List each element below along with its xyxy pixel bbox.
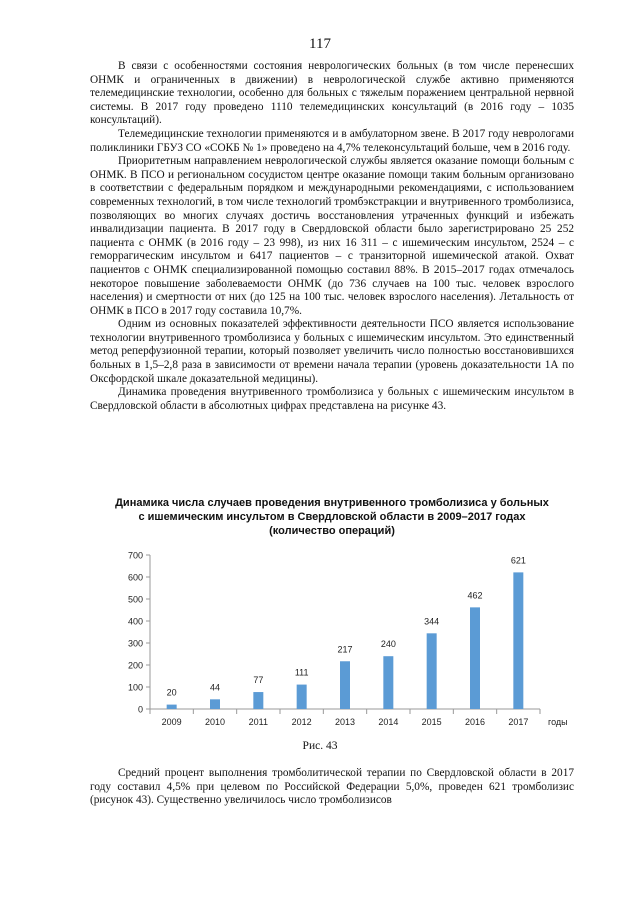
x-tick-label: 2013 (334, 717, 356, 727)
x-tick-label: 2012 (291, 717, 312, 727)
bar (427, 633, 437, 709)
y-tick-label: 700 (127, 550, 143, 561)
body-text-bottom (90, 767, 574, 808)
x-tick-label: 2016 (464, 717, 486, 727)
paragraph: Приоритетным направлением неврологической службы является оказание помощи больным с ОНМК. В ПСО и региональном сосудистом центре оказание помощи таким больным организовано в соответствии с федеральным порядком и международными рекомендациями, с использованием современных технологий, в том числе технологий тромбэкстракции и внутривенного тромболизиса, позволяющих во многих случаях достичь восстановления утраченных функций и избежать инвалидизации пациента. В 2017 году в Свердловской области было зарегистрировано 25 252 пациента с ОНМК (в 2016 году – 23 998), из них 16 311 – с ишемическим инсультом, 2524 – с геморрагическим инсультом и 6417 пациентов – с транзиторной ишемической атакой. Охват пациентов с ОНМК специализированной помощью составил 88%. В 2015–2017 годах отмечалось некоторое повышение заболеваемости ОНМК (до 736 случаев на 100 тыс. человек взрослого населения) и смертности от них (до 125 на 100 тыс. человек взрослого населения). Летальность от ОНМК в ПСО в 2017 году составила 10,7%. (90, 155, 574, 317)
bar (167, 705, 177, 709)
data-label: 217 (337, 644, 353, 655)
body-text-top (90, 60, 574, 413)
data-label: 344 (424, 616, 440, 627)
paragraph: Средний процент выполнения тромболитической терапии по Свердловской области в 2017 году составил 4,5% при целевом по Российской Федерации 5,0%, проведен 621 тромболизис (рисунок 43). Существенно увеличилось число тромболизисов (90, 767, 574, 807)
data-label: 77 (253, 675, 264, 686)
chart-title (90, 496, 574, 538)
paragraph: В связи с особенностями состояния неврологических больных (в том числе перенесших ОНМК и ограниченных в движении) в неврологической службе активно применяются телемедицинские технологии, особенно для больных с тяжелым поражением центральной нервной системы. В 2017 году проведено 1110 телемедицинских консультаций (в 2016 году – 1035 консультаций). (90, 60, 574, 127)
y-tick-label: 200 (127, 660, 143, 671)
bar (340, 661, 350, 709)
y-tick-label: 400 (127, 616, 143, 627)
page-number: 117 (309, 36, 331, 52)
x-tick-label: 2015 (421, 717, 442, 727)
bar (470, 607, 480, 709)
paragraph: Динамика проведения внутривенного тромболизиса у больных с ишемическим инсультом в Свердловской области в абсолютных цифрах представлена на рисунке 43. (90, 386, 574, 412)
y-tick-label: 300 (127, 638, 143, 649)
paragraph: Телемедицинские технологии применяются и в амбулаторном звене. В 2017 году неврологами поликлиники ГБУЗ СО «СОКБ № 1» проведено на 4,7% телеконсультаций больше, чем в 2016 году. (90, 127, 574, 154)
chart-title-line: с ишемическим инсультом в Свердловской области в 2009–2017 годах (138, 511, 526, 523)
paragraph: Одним из основных показателей эффективности деятельности ПСО является использование технологии внутривенного тромболизиса у больных с ишемическим инсультом. Это единственный метод реперфузионной терапии, который позволяет увеличить число полностью восстановившихся больных в 1,5–2,8 раза в зависимости от времени начала терапии (уровень доказательности 1А по Оксфордской шкале доказательной медицины). (90, 318, 574, 385)
data-label: 111 (294, 667, 309, 678)
chart-title-line: (количество операций) (269, 525, 395, 537)
figure-caption: Рис. 43 (302, 740, 338, 752)
bar (210, 699, 220, 709)
data-label: 44 (209, 682, 221, 693)
chart-title-line: Динамика числа случаев проведения внутривенного тромболизиса у больных (115, 497, 549, 509)
data-label: 621 (510, 555, 526, 566)
x-tick-label: 2011 (248, 717, 269, 727)
bar (297, 685, 307, 709)
x-tick-label: 2009 (161, 717, 182, 727)
bar (513, 572, 523, 709)
x-axis-label: годы (548, 717, 568, 727)
data-label: 240 (380, 639, 396, 650)
x-tick-label: 2017 (508, 717, 529, 727)
bar (253, 692, 263, 709)
x-tick-label: 2010 (204, 717, 226, 727)
bar (383, 656, 393, 709)
y-tick-label: 600 (127, 572, 143, 583)
y-tick-label: 0 (137, 704, 143, 715)
x-tick-label: 2014 (378, 717, 399, 727)
y-tick-label: 100 (127, 682, 143, 693)
data-label: 20 (166, 687, 177, 698)
y-tick-label: 500 (127, 594, 143, 605)
data-label: 462 (467, 590, 483, 601)
